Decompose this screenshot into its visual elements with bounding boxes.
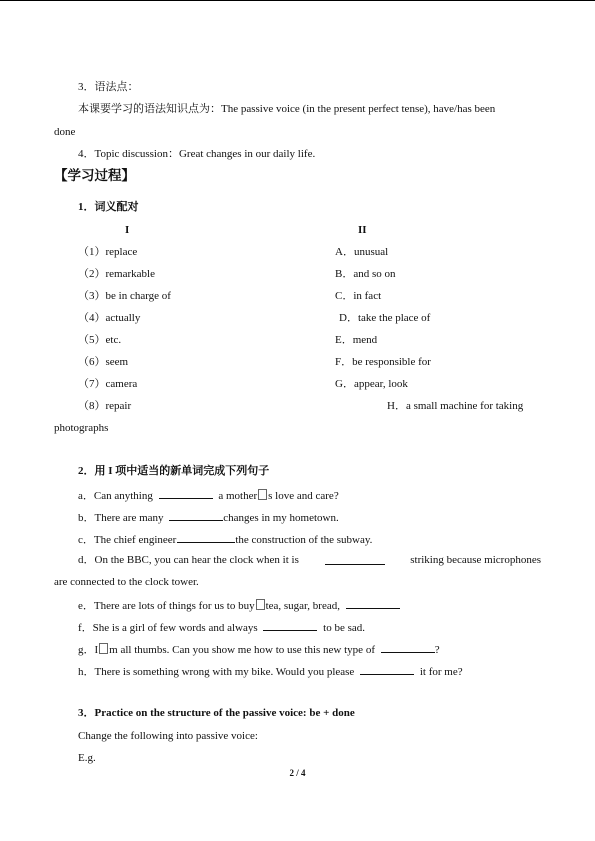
blank-g[interactable] [381, 641, 435, 653]
match-right-d: D．take the place of [339, 312, 431, 324]
process-heading: 【学习过程】 [54, 168, 135, 184]
fill-heading: 2．用 I 项中适当的新单词完成下列句子 [78, 465, 270, 477]
sentence-g-part2: m all thumbs. Can you show me how to use this new type of [109, 644, 375, 656]
match-left-3: （3）be in charge of [78, 290, 171, 302]
sentence-c-part2: the construction of the subway. [235, 534, 373, 546]
match-left-8: （8）repair [78, 400, 132, 412]
page-number: 2 / 4 [289, 768, 306, 778]
sentence-e [78, 597, 403, 613]
match-right-h: H．a small machine for taking [387, 400, 524, 412]
page-top-border [0, 0, 595, 1]
match-right-c: C．in fact [335, 290, 382, 302]
blank-c[interactable] [177, 531, 235, 543]
match-right-a: A．unusual [335, 246, 389, 258]
practice-heading: 3．Practice on the structure of the passive voice: be + done [78, 707, 355, 719]
match-right-e: E．mend [335, 334, 378, 346]
match-left-7: （7）camera [78, 378, 138, 390]
sentence-g [78, 641, 440, 657]
sentence-d-part2: striking because microphones [410, 554, 541, 566]
match-left-4: （4）actually [78, 312, 141, 324]
missing-glyph-box [258, 489, 267, 500]
sentence-d [78, 553, 541, 567]
sentence-h-part2: it for me? [419, 666, 463, 678]
match-left-1: （1）replace [78, 246, 138, 258]
column-ii-header: II [358, 224, 367, 236]
sentence-b-part2: changes in my hometown. [223, 512, 339, 524]
sentence-c-part1: c．The chief engineer [78, 534, 177, 546]
practice-example-label: E.g. [78, 752, 96, 764]
sentence-a [78, 487, 339, 503]
match-right-f: F．be responsible for [335, 356, 431, 368]
match-right-b: B．and so on [335, 268, 396, 280]
grammar-line [78, 102, 541, 116]
blank-h[interactable] [360, 663, 414, 675]
sentence-a-part3: s love and care? [268, 490, 339, 502]
practice-instruction: Change the following into passive voice: [78, 730, 258, 742]
blank-d[interactable] [325, 553, 385, 565]
sentence-g-part1: g．I [78, 644, 99, 656]
match-left-2: （2）remarkable [78, 268, 155, 280]
missing-glyph-box [256, 599, 265, 610]
sentence-b [78, 509, 339, 525]
blank-e[interactable] [346, 597, 400, 609]
blank-b[interactable] [169, 509, 223, 521]
blank-f[interactable] [263, 619, 317, 631]
grammar-heading: 3．语法点： [78, 81, 139, 93]
sentence-c [78, 531, 372, 547]
sentence-b-part1: b．There are many [78, 512, 164, 524]
matching-heading: 1．词义配对 [78, 201, 139, 213]
sentence-d-cont: are connected to the clock tower. [54, 576, 199, 588]
sentence-g-part3: ? [434, 644, 440, 656]
match-left-5: （5）etc. [78, 334, 122, 346]
sentence-d-part1: d．On the BBC, you can hear the clock when it is [78, 554, 299, 566]
grammar-line-cont: done [54, 126, 76, 138]
column-i-header: I [125, 224, 130, 236]
sentence-e-part2: tea, sugar, bread, [265, 600, 340, 612]
missing-glyph-box [99, 643, 108, 654]
match-left-6: （6）seem [78, 356, 129, 368]
sentence-h-part1: h．There is something wrong with my bike. Would you please [78, 666, 355, 678]
topic-discussion: 4．Topic discussion：Great changes in our daily life. [78, 148, 316, 160]
match-right-h-cont: photographs [54, 422, 109, 434]
sentence-f [78, 619, 365, 635]
sentence-a-part1: a．Can anything [78, 490, 153, 502]
sentence-e-part1: e．There are lots of things for us to buy [78, 600, 255, 612]
sentence-h [78, 663, 463, 679]
sentence-f-part1: f．She is a girl of few words and always [78, 622, 258, 634]
match-right-g: G．appear, look [335, 378, 408, 390]
sentence-f-part2: to be sad. [323, 622, 365, 634]
grammar-text: 本课要学习的语法知识点为：The passive voice (in the present perfect tense), have/has been [78, 103, 496, 115]
blank-a[interactable] [159, 487, 213, 499]
sentence-a-part2: a mother [218, 490, 258, 502]
